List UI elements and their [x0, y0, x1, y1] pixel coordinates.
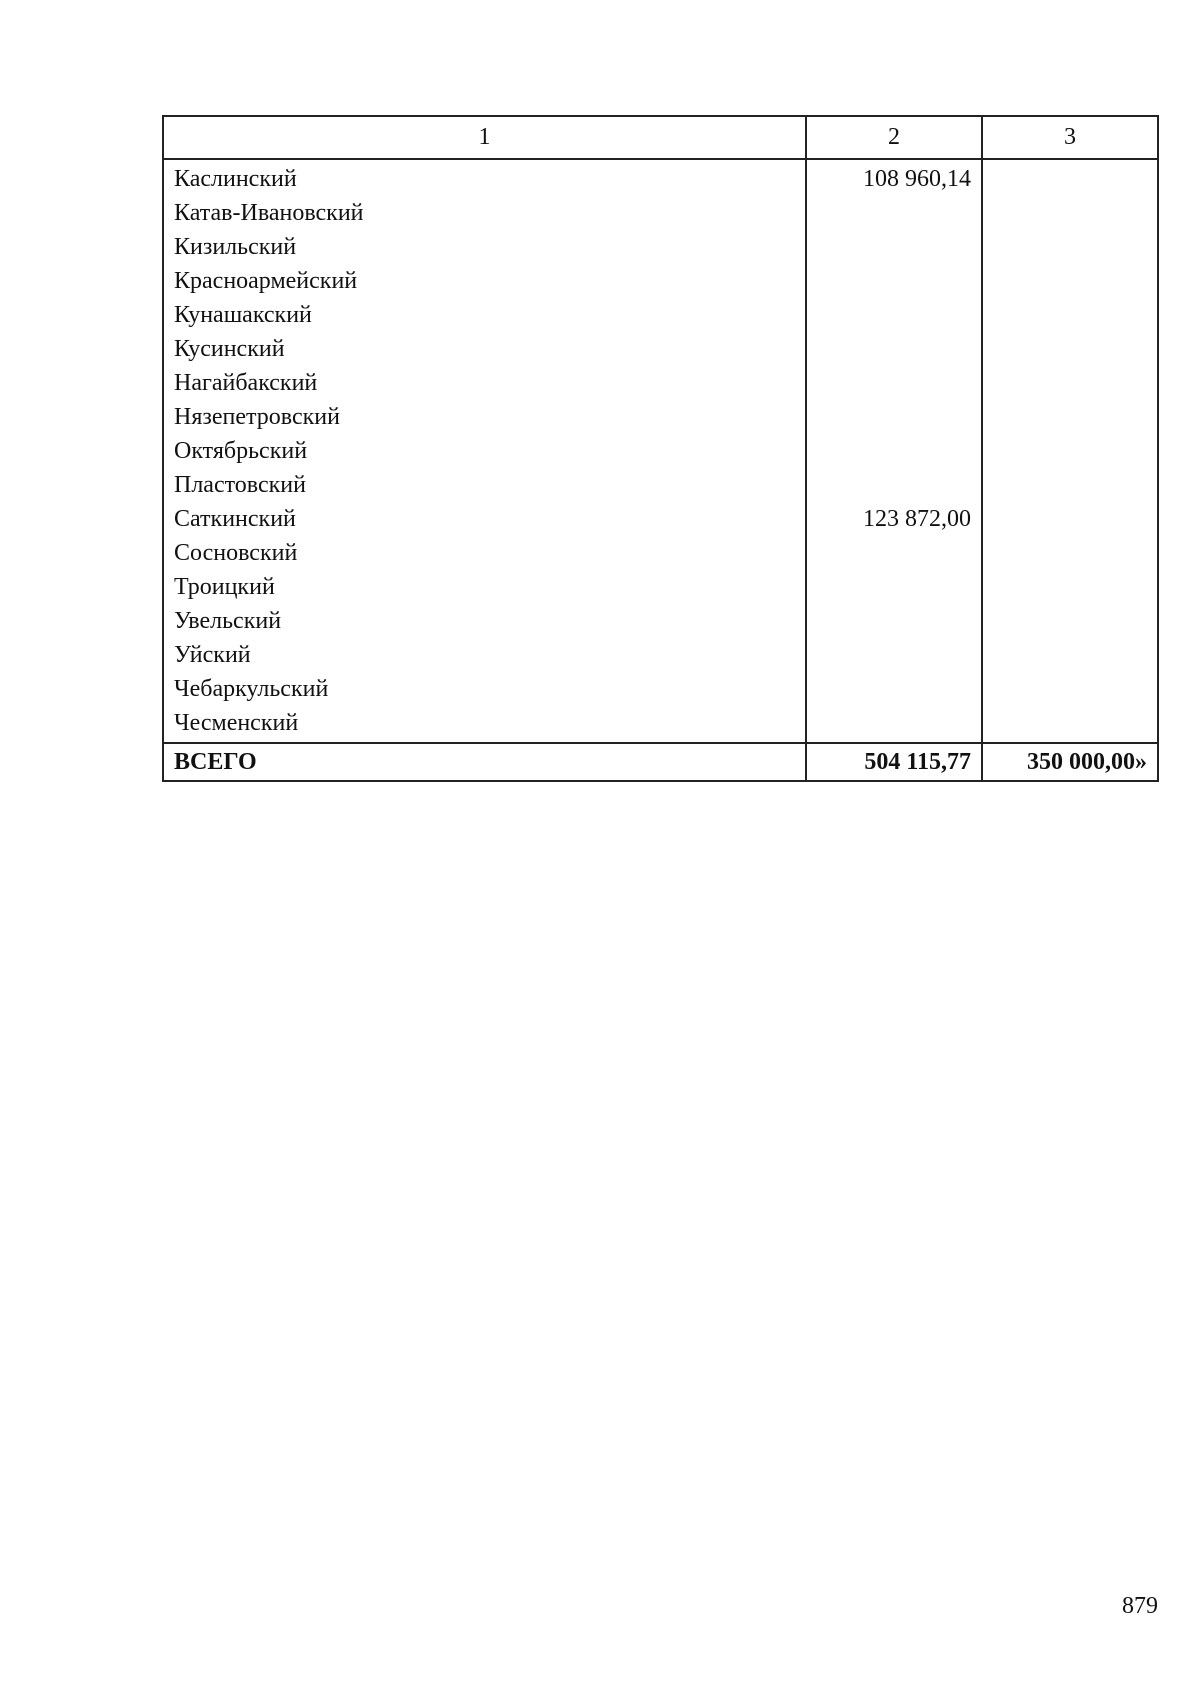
table-row — [163, 196, 1158, 230]
total-col-2: 504 115,77 — [806, 743, 982, 781]
value-col-3 — [982, 638, 1158, 672]
value-col-3 — [982, 230, 1158, 264]
table-row — [163, 536, 1158, 570]
value-col-3 — [982, 264, 1158, 298]
value-col-2 — [806, 570, 982, 604]
value-col-2 — [806, 536, 982, 570]
header-row — [163, 116, 1158, 159]
value-col-3 — [982, 536, 1158, 570]
district-name: Нагайбакский — [163, 366, 806, 400]
table-row — [163, 638, 1158, 672]
header-col-1: 1 — [163, 116, 806, 159]
value-col-2 — [806, 604, 982, 638]
value-col-3 — [982, 706, 1158, 743]
district-name: Пластовский — [163, 468, 806, 502]
value-col-3 — [982, 672, 1158, 706]
district-name: Чебаркульский — [163, 672, 806, 706]
header-col-3: 3 — [982, 116, 1158, 159]
total-col-3: 350 000,00» — [982, 743, 1158, 781]
table-row — [163, 264, 1158, 298]
value-col-3 — [982, 434, 1158, 468]
value-col-3 — [982, 502, 1158, 536]
total-row — [163, 743, 1158, 781]
value-col-2 — [806, 196, 982, 230]
table-row — [163, 230, 1158, 264]
budget-table — [162, 115, 1159, 782]
value-col-3 — [982, 159, 1158, 196]
table-row — [163, 706, 1158, 743]
table-row — [163, 570, 1158, 604]
table-row — [163, 332, 1158, 366]
value-col-2 — [806, 468, 982, 502]
district-name: Нязепетровский — [163, 400, 806, 434]
value-col-3 — [982, 196, 1158, 230]
table-row — [163, 468, 1158, 502]
value-col-3 — [982, 366, 1158, 400]
district-name: Саткинский — [163, 502, 806, 536]
value-col-2 — [806, 230, 982, 264]
value-col-3 — [982, 400, 1158, 434]
value-col-2 — [806, 434, 982, 468]
district-name: Чесменский — [163, 706, 806, 743]
table-body — [163, 159, 1158, 743]
value-col-3 — [982, 332, 1158, 366]
value-col-2 — [806, 706, 982, 743]
value-col-2 — [806, 638, 982, 672]
district-name: Катав-Ивановский — [163, 196, 806, 230]
total-label: ВСЕГО — [163, 743, 806, 781]
table-row — [163, 672, 1158, 706]
district-name: Уйский — [163, 638, 806, 672]
district-name: Красноармейский — [163, 264, 806, 298]
district-name: Сосновский — [163, 536, 806, 570]
district-name: Кизильский — [163, 230, 806, 264]
value-col-2: 108 960,14 — [806, 159, 982, 196]
value-col-2: 123 872,00 — [806, 502, 982, 536]
value-col-3 — [982, 604, 1158, 638]
district-name: Кусинский — [163, 332, 806, 366]
district-name: Троицкий — [163, 570, 806, 604]
value-col-2 — [806, 672, 982, 706]
value-col-2 — [806, 264, 982, 298]
value-col-2 — [806, 298, 982, 332]
district-name: Увельский — [163, 604, 806, 638]
district-name: Октябрьский — [163, 434, 806, 468]
value-col-2 — [806, 366, 982, 400]
district-name: Кунашакский — [163, 298, 806, 332]
table-footer — [163, 743, 1158, 781]
table-row — [163, 400, 1158, 434]
district-name: Каслинский — [163, 159, 806, 196]
value-col-2 — [806, 400, 982, 434]
table-header — [163, 116, 1158, 159]
value-col-3 — [982, 468, 1158, 502]
value-col-3 — [982, 570, 1158, 604]
table-row — [163, 502, 1158, 536]
header-col-2: 2 — [806, 116, 982, 159]
table-row — [163, 434, 1158, 468]
table-row — [163, 604, 1158, 638]
value-col-3 — [982, 298, 1158, 332]
value-col-2 — [806, 332, 982, 366]
table-row — [163, 159, 1158, 196]
page-number: 879 — [1122, 1593, 1158, 1619]
table-row — [163, 298, 1158, 332]
table-row — [163, 366, 1158, 400]
